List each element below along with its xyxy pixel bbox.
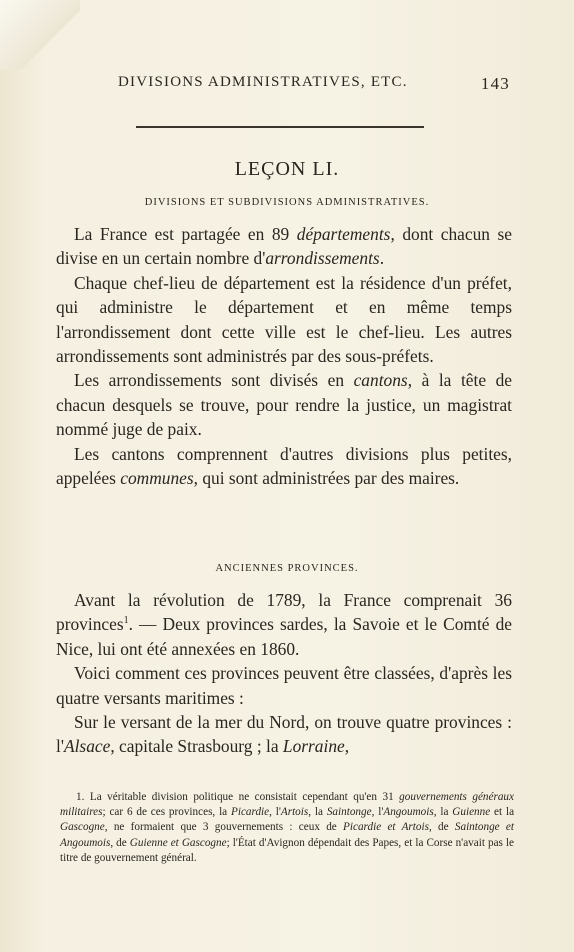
text-run: , qui sont administrées par des maires. (193, 468, 460, 489)
text-run: . — Deux provinces sardes, la Savoie et le Comté de Nice, lui ont été annexées en 1860. (56, 614, 512, 659)
italic-term: Guienne et Gascogne (129, 836, 227, 849)
page-number: 143 (480, 74, 510, 93)
italic-term: cantons (353, 370, 408, 391)
page-corner-fold (0, 0, 80, 70)
italic-term: Lorraine (282, 736, 345, 757)
text-run: , l' (371, 806, 384, 819)
italic-term: Gascogne (60, 821, 105, 834)
italic-term: gouvernements généraux militaires (60, 791, 514, 819)
italic-term: Picardie (231, 806, 270, 819)
text-run: , la (433, 806, 453, 819)
section-heading-provinces: ANCIENNES PROVINCES. (215, 563, 359, 574)
running-title: DIVISIONS ADMINISTRATIVES, ETC. (118, 74, 408, 90)
paragraph (56, 368, 512, 441)
text-run: , de (110, 836, 130, 849)
italic-term: Alsace (63, 736, 111, 757)
lesson-title: LEÇON LI. (234, 158, 340, 180)
text-run: ; l'État d'Avignon dépendait des Papes, et la Corse n'avait pas le titre de gouvernement général. (60, 836, 514, 864)
paragraph (56, 222, 512, 271)
section-heading-divisions: DIVISIONS ET SUBDIVISIONS ADMINISTRATIVES. (144, 197, 430, 208)
text-run: Sur le versant de la mer du Nord, on trouve quatre provinces : l' (56, 712, 512, 757)
text-run: . (379, 248, 385, 269)
italic-term: Picardie et Artois (343, 821, 429, 834)
italic-term: arrondissements (265, 248, 380, 269)
text-run: , dont chacun se divise en un certain nombre d' (56, 224, 512, 269)
italic-term: Saintonge et Angoumois (60, 821, 514, 849)
text-run: 1. La véritable division politique ne consistait cependant qu'en 31 (76, 791, 400, 803)
text-run: , l' (269, 806, 281, 819)
header-rule (136, 126, 424, 128)
paragraph (60, 790, 514, 866)
text-run: et la (490, 806, 515, 819)
paragraph (56, 710, 512, 759)
text-run: Les arrondissements sont divisés en (74, 370, 354, 391)
text-run: Avant la révolution de 1789, la France comprenait 36 provinces (56, 590, 512, 635)
italic-term: communes (120, 468, 194, 489)
italic-term: départements (296, 224, 391, 244)
text-run: , (344, 736, 350, 757)
text-run: ; car 6 de ces provinces, la (102, 806, 231, 819)
paragraph (56, 588, 512, 661)
section-body-divisions (56, 222, 512, 490)
text-run: , la (308, 806, 327, 819)
section-body-provinces (56, 588, 512, 759)
text-run: , à la tête de chacun desquels se trouve, pour rendre la justice, un magistrat nommé juge de paix. (56, 370, 513, 440)
italic-term: Guienne (452, 806, 491, 819)
paragraph (56, 271, 512, 369)
italic-term: Artois (280, 806, 309, 819)
footnote-marker: 1 (123, 615, 129, 627)
paragraph (56, 661, 512, 710)
text-run: Voici comment ces provinces peuvent être classées, d'après les quatre versants maritimes : (56, 663, 512, 708)
text-run: Chaque chef-lieu de département est la résidence d'un préfet, qui administre le département et en même temps l'arrondissement dont cette ville est le chef-lieu. Les autres arrondissements sont administrés par des sous-préfets. (56, 272, 512, 367)
italic-term: Angoumois (383, 806, 434, 819)
text-run: , capitale Strasbourg ; la (110, 736, 283, 757)
italic-term: Saintonge (326, 806, 372, 819)
text-run: , ne formaient que 3 gouvernements : ceux de (104, 821, 344, 834)
text-run: , de (428, 821, 455, 834)
footnote (60, 790, 514, 866)
paragraph (56, 442, 512, 491)
text-run: Les cantons comprennent d'autres divisions plus petites, appelées (56, 443, 512, 489)
text-run: La France est partagée en 89 (74, 224, 297, 244)
